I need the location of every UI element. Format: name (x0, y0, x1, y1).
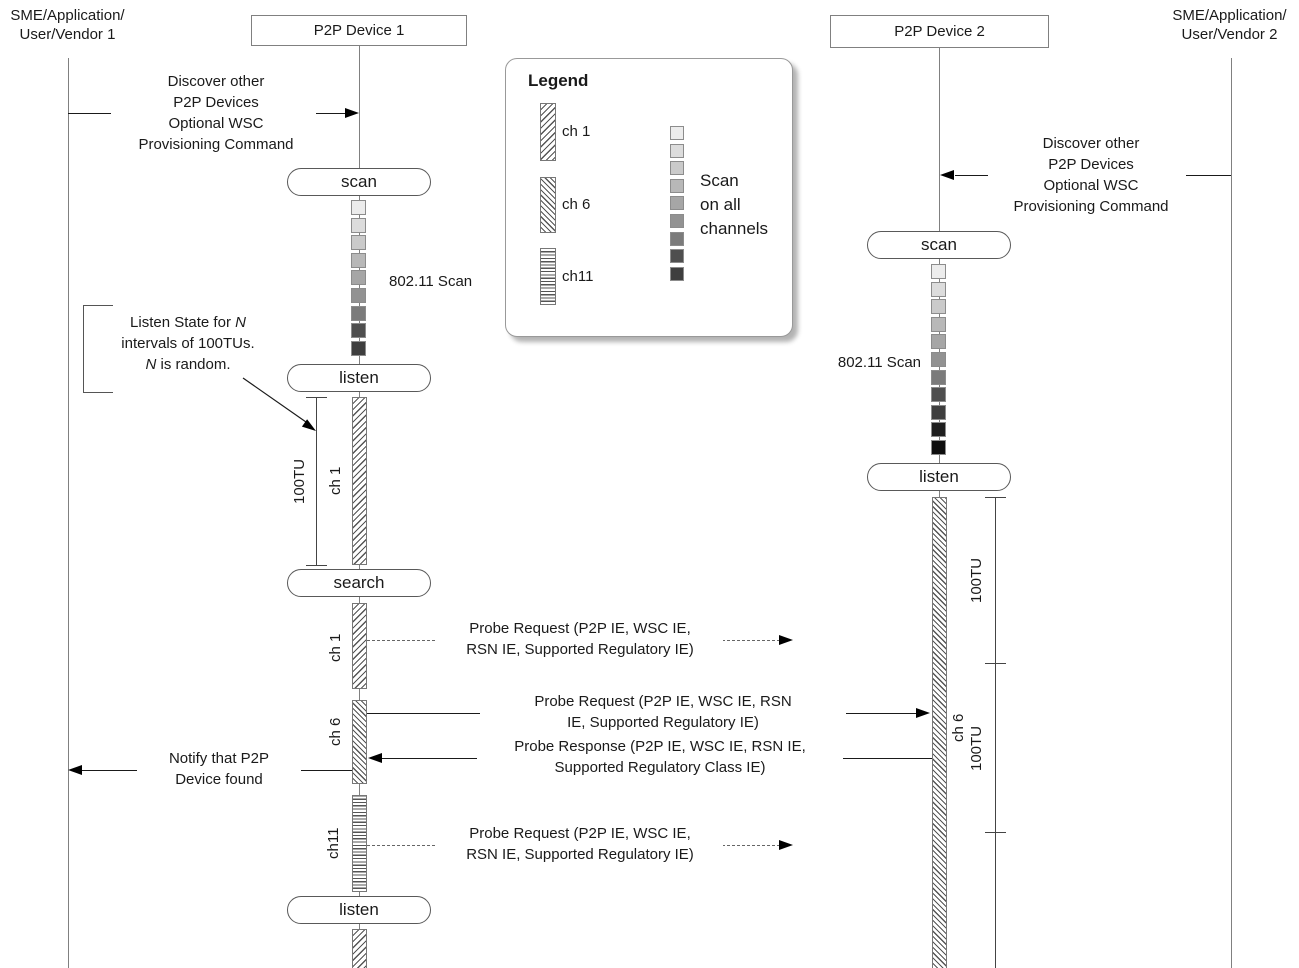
legend-swatch-ch6 (540, 177, 556, 233)
probe-resp-ch6-label (477, 736, 843, 778)
scan-square (931, 387, 946, 402)
probe-req-ch11-line1: Probe Request (P2P IE, WSC IE, (469, 825, 691, 842)
scan-square (670, 126, 684, 140)
measure-d2-100tu-label-2: 100TU (968, 725, 985, 771)
scan-square (670, 232, 684, 246)
scan-square (931, 422, 946, 437)
probe-resp-ch6-arrowhead-icon (368, 753, 382, 763)
lifeline-sme2 (1231, 58, 1232, 968)
participant-sme1-line1: SME/Application/ (10, 7, 125, 24)
scan-square (670, 144, 684, 158)
state-d1-search-label: search (333, 573, 385, 592)
bar-d1-listen-ch1-label: ch 1 (327, 466, 344, 496)
annotation-line1 (98, 312, 278, 333)
participant-device2-label: P2P Device 2 (894, 23, 985, 40)
bar-d1-search-ch1 (352, 603, 367, 689)
notify-line2: Device found (175, 771, 263, 788)
scan-square (931, 299, 946, 314)
annotation-listen-state (95, 312, 281, 375)
discover2-line1: Discover other (1042, 135, 1140, 152)
annotation-line2: intervals of 100TUs. (121, 335, 255, 352)
discover1-arrowhead-icon (345, 108, 359, 118)
discover1-line1: Discover other (167, 73, 265, 90)
participant-device2 (830, 15, 1049, 48)
probe-req-ch6-line1: Probe Request (P2P IE, WSC IE, RSN (534, 693, 792, 710)
measure-d2-100tu-line (995, 497, 996, 968)
measure-d1-100tu-cap-bottom (306, 565, 327, 566)
state-d1-scan (287, 168, 431, 196)
discover1-tick-line (68, 113, 111, 114)
probe-req-ch1-arrowhead-icon (779, 635, 793, 645)
state-d2-listen-label: listen (919, 467, 959, 486)
state-d1-search (287, 569, 431, 597)
discover1-line4: Provisioning Command (138, 136, 294, 153)
discover1-label (110, 71, 322, 155)
participant-sme1 (0, 6, 135, 44)
discover1-line3: Optional WSC (168, 115, 264, 132)
discover2-label (988, 133, 1194, 217)
scan-square (670, 214, 684, 228)
annotation-line1-n: N (235, 314, 246, 331)
scan-square (931, 334, 946, 349)
participant-sme1-line2: User/Vendor 1 (19, 26, 116, 43)
bar-d1-search-ch6-label: ch 6 (327, 717, 344, 747)
state-d1-listen1-label: listen (339, 368, 379, 387)
probe-req-ch6-arrowhead-icon (916, 708, 930, 718)
scan-gradient-device1 (351, 200, 366, 356)
legend-label-ch11: ch11 (562, 268, 594, 285)
measure-d2-100tu-cap-3 (985, 832, 1006, 833)
probe-req-ch6-line2: IE, Supported Regulatory IE) (567, 714, 759, 731)
measure-d2-100tu-label-1: 100TU (968, 557, 985, 603)
notify-arrowhead-icon (68, 765, 82, 775)
scan-square (351, 306, 366, 321)
scan-square (931, 317, 946, 332)
legend-scan-gradient (670, 126, 684, 281)
bar-d1-search-ch11 (352, 795, 367, 892)
scan-square (931, 352, 946, 367)
scan-square (351, 218, 366, 233)
legend-scan-note-line1: Scan (700, 171, 739, 190)
lifeline-sme1 (68, 58, 69, 968)
probe-req-ch11-line2: RSN IE, Supported Regulatory IE) (466, 846, 694, 863)
scan-square (351, 341, 366, 356)
scan-square (670, 196, 684, 210)
state-d2-listen (867, 463, 1011, 491)
annotation-arrow (240, 372, 322, 436)
measure-d2-100tu-cap-2 (985, 663, 1006, 664)
scan-square (351, 200, 366, 215)
legend-scan-note-line3: channels (700, 219, 769, 238)
state-d1-scan-label: scan (341, 172, 377, 191)
legend-label-ch6: ch 6 (562, 196, 591, 213)
legend-scan-note (700, 169, 768, 241)
bar-d2-listen-ch6-label: ch 6 (950, 713, 967, 743)
discover2-line2: P2P Devices (1048, 156, 1134, 173)
scan-label-d2: 802.11 Scan (837, 354, 921, 371)
bar-d1-search-ch1-label: ch 1 (327, 633, 344, 663)
bar-d1-listen-ch1 (352, 397, 367, 565)
scan-gradient-device2 (931, 264, 946, 455)
scan-square (931, 264, 946, 279)
measure-d2-100tu-cap-1 (985, 497, 1006, 498)
probe-req-ch1-line1: Probe Request (P2P IE, WSC IE, (469, 620, 691, 637)
scan-square (351, 323, 366, 338)
state-d2-scan-label: scan (921, 235, 957, 254)
probe-req-ch11-label (437, 823, 723, 865)
scan-square (670, 249, 684, 263)
scan-square (670, 161, 684, 175)
participant-sme2 (1160, 6, 1299, 44)
probe-req-ch1-label (437, 618, 723, 660)
discover2-line3: Optional WSC (1043, 177, 1139, 194)
scan-square (670, 179, 684, 193)
participant-sme2-line2: User/Vendor 2 (1181, 26, 1278, 43)
discover2-line4: Provisioning Command (1013, 198, 1169, 215)
scan-square (351, 288, 366, 303)
probe-req-ch11-arrowhead-icon (779, 840, 793, 850)
bar-d1-search-ch11-label: ch11 (325, 827, 342, 859)
discover1-line2: P2P Devices (173, 94, 259, 111)
scan-square (351, 270, 366, 285)
scan-square (351, 253, 366, 268)
participant-device1 (251, 15, 467, 46)
probe-req-ch6-label (480, 691, 846, 733)
bar-d1-bottom-ch1 (352, 929, 367, 968)
participant-sme2-line1: SME/Application/ (1172, 7, 1287, 24)
scan-square (670, 267, 684, 281)
discover2-arrow-line (955, 175, 988, 176)
state-d2-scan (867, 231, 1011, 259)
probe-resp-ch6-line2: Supported Regulatory Class IE) (554, 759, 766, 776)
legend-label-ch1: ch 1 (562, 123, 591, 140)
legend-swatch-ch11 (540, 248, 556, 305)
bar-d2-listen-ch6 (932, 497, 947, 968)
scan-square (351, 235, 366, 250)
annotation-line3-suffix: is random. (156, 356, 231, 373)
participant-device1-label: P2P Device 1 (313, 22, 405, 39)
scan-square (931, 440, 946, 455)
probe-resp-ch6-line1: Probe Response (P2P IE, WSC IE, RSN IE, (514, 738, 806, 755)
bar-d1-search-ch6 (352, 700, 367, 784)
discover2-arrowhead-icon (940, 170, 954, 180)
scan-label-d1: 802.11 Scan (389, 273, 473, 290)
notify-line1: Notify that P2P (168, 750, 270, 767)
scan-square (931, 370, 946, 385)
annotation-line3-n: N (145, 356, 157, 373)
measure-d1-100tu-label: 100TU (291, 458, 308, 504)
notify-label (137, 748, 301, 790)
legend-scan-note-line2: on all (700, 195, 741, 214)
state-d1-listen2-label: listen (339, 900, 379, 919)
annotation-line1-prefix: Listen State for (130, 314, 236, 331)
probe-req-ch1-line2: RSN IE, Supported Regulatory IE) (466, 641, 694, 658)
legend-title: Legend (528, 71, 589, 90)
legend-swatch-ch1 (540, 103, 556, 161)
state-d1-listen2 (287, 896, 431, 924)
scan-square (931, 282, 946, 297)
scan-square (931, 405, 946, 420)
